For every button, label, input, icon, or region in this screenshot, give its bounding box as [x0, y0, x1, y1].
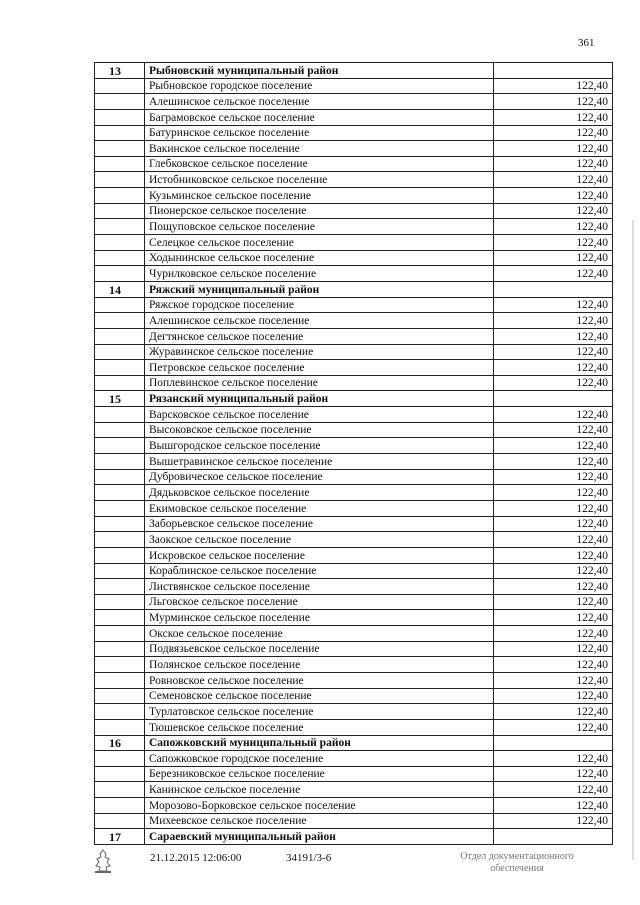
row-number-cell — [95, 719, 145, 735]
district-name-cell: Рязанский муниципальный район — [145, 391, 494, 407]
row-number-cell — [95, 672, 145, 688]
value-cell: 122,40 — [494, 798, 613, 814]
settlement-row — [95, 798, 613, 814]
value-cell: 122,40 — [494, 813, 613, 829]
value-cell — [494, 735, 613, 751]
row-number-cell — [95, 454, 145, 470]
row-number-cell — [95, 547, 145, 563]
row-number-cell — [95, 657, 145, 673]
value-cell: 122,40 — [494, 203, 613, 219]
row-number-cell — [95, 579, 145, 595]
settlement-row — [95, 188, 613, 204]
value-cell: 122,40 — [494, 719, 613, 735]
value-cell: 122,40 — [494, 360, 613, 376]
settlement-row — [95, 141, 613, 157]
scan-edge-mark — [632, 220, 634, 860]
district-name-cell: Рыбновский муниципальный район — [145, 63, 494, 79]
row-number-cell — [95, 563, 145, 579]
row-number-cell — [95, 516, 145, 532]
settlement-name-cell: Заборьевское сельское поселение — [145, 516, 494, 532]
settlement-name-cell: Петровское сельское поселение — [145, 360, 494, 376]
settlement-name-cell: Чурилковское сельское поселение — [145, 266, 494, 282]
value-cell: 122,40 — [494, 313, 613, 329]
row-number-cell — [95, 156, 145, 172]
value-cell: 122,40 — [494, 469, 613, 485]
row-number-cell — [95, 610, 145, 626]
value-cell: 122,40 — [494, 219, 613, 235]
settlement-name-cell: Пионерское сельское поселение — [145, 203, 494, 219]
settlement-row — [95, 266, 613, 282]
row-number-cell — [95, 500, 145, 516]
row-number-cell: 14 — [95, 281, 145, 297]
settlement-row — [95, 219, 613, 235]
value-cell — [494, 829, 613, 845]
value-cell: 122,40 — [494, 78, 613, 94]
row-number-cell — [95, 626, 145, 642]
settlement-row — [95, 297, 613, 313]
settlement-row — [95, 610, 613, 626]
settlement-name-cell: Ровновское сельское поселение — [145, 672, 494, 688]
row-number-cell: 16 — [95, 735, 145, 751]
settlement-row — [95, 563, 613, 579]
row-number-cell — [95, 813, 145, 829]
row-number-cell — [95, 375, 145, 391]
value-cell: 122,40 — [494, 141, 613, 157]
settlement-row — [95, 78, 613, 94]
settlement-row — [95, 485, 613, 501]
settlement-row — [95, 375, 613, 391]
row-number-cell — [95, 704, 145, 720]
district-row — [95, 829, 613, 845]
value-cell: 122,40 — [494, 657, 613, 673]
settlement-row — [95, 641, 613, 657]
value-cell: 122,40 — [494, 438, 613, 454]
settlement-row — [95, 688, 613, 704]
district-row — [95, 391, 613, 407]
row-number-cell: 13 — [95, 63, 145, 79]
row-number-cell — [95, 94, 145, 110]
settlement-row — [95, 719, 613, 735]
settlement-name-cell: Рыбновское городское поселение — [145, 78, 494, 94]
value-cell: 122,40 — [494, 547, 613, 563]
settlement-name-cell: Высоковское сельское поселение — [145, 422, 494, 438]
settlement-name-cell: Поплевинское сельское поселение — [145, 375, 494, 391]
settlement-name-cell: Баграмовское сельское поселение — [145, 109, 494, 125]
settlement-row — [95, 235, 613, 251]
value-cell: 122,40 — [494, 109, 613, 125]
value-cell: 122,40 — [494, 328, 613, 344]
row-number-cell — [95, 235, 145, 251]
settlement-row — [95, 469, 613, 485]
row-number-cell — [95, 219, 145, 235]
settlement-row — [95, 407, 613, 423]
district-row — [95, 735, 613, 751]
settlement-row — [95, 766, 613, 782]
municipality-table — [94, 62, 613, 845]
settlement-row — [95, 360, 613, 376]
settlement-row — [95, 156, 613, 172]
settlement-name-cell: Льговское сельское поселение — [145, 594, 494, 610]
value-cell: 122,40 — [494, 516, 613, 532]
settlement-name-cell: Кораблинское сельское поселение — [145, 563, 494, 579]
value-cell: 122,40 — [494, 156, 613, 172]
row-number-cell — [95, 798, 145, 814]
value-cell: 122,40 — [494, 297, 613, 313]
settlement-name-cell: Ходынинское сельское поселение — [145, 250, 494, 266]
settlement-name-cell: Полянское сельское поселение — [145, 657, 494, 673]
row-number-cell — [95, 125, 145, 141]
row-number-cell — [95, 438, 145, 454]
row-number-cell — [95, 766, 145, 782]
row-number-cell — [95, 594, 145, 610]
value-cell: 122,40 — [494, 422, 613, 438]
settlement-row — [95, 313, 613, 329]
settlement-row — [95, 109, 613, 125]
row-number-cell — [95, 172, 145, 188]
row-number-cell — [95, 422, 145, 438]
value-cell: 122,40 — [494, 782, 613, 798]
settlement-name-cell: Алешинское сельское поселение — [145, 313, 494, 329]
value-cell: 122,40 — [494, 188, 613, 204]
settlement-name-cell: Пощуповское сельское поселение — [145, 219, 494, 235]
row-number-cell — [95, 313, 145, 329]
value-cell: 122,40 — [494, 641, 613, 657]
row-number-cell — [95, 250, 145, 266]
settlement-name-cell: Турлатовское сельское поселение — [145, 704, 494, 720]
value-cell: 122,40 — [494, 500, 613, 516]
value-cell: 122,40 — [494, 485, 613, 501]
value-cell: 122,40 — [494, 235, 613, 251]
settlement-row — [95, 704, 613, 720]
value-cell: 122,40 — [494, 688, 613, 704]
value-cell: 122,40 — [494, 626, 613, 642]
value-cell: 122,40 — [494, 94, 613, 110]
settlement-row — [95, 422, 613, 438]
value-cell: 122,40 — [494, 454, 613, 470]
footer — [0, 852, 640, 892]
row-number-cell — [95, 360, 145, 376]
row-number-cell — [95, 297, 145, 313]
row-number-cell — [95, 485, 145, 501]
district-name-cell: Сапожковский муниципальный район — [145, 735, 494, 751]
value-cell: 122,40 — [494, 672, 613, 688]
settlement-row — [95, 344, 613, 360]
settlement-row — [95, 532, 613, 548]
value-cell: 122,40 — [494, 266, 613, 282]
value-cell: 122,40 — [494, 766, 613, 782]
row-number-cell — [95, 203, 145, 219]
settlement-row — [95, 500, 613, 516]
settlement-name-cell: Листвянское сельское поселение — [145, 579, 494, 595]
settlement-row — [95, 657, 613, 673]
settlement-name-cell: Истобниковское сельское поселение — [145, 172, 494, 188]
settlement-name-cell: Михеевское сельское поселение — [145, 813, 494, 829]
settlement-row — [95, 516, 613, 532]
row-number-cell: 17 — [95, 829, 145, 845]
stamp-line-2: обеспечения — [490, 863, 544, 874]
district-row — [95, 281, 613, 297]
district-name-cell: Сараевский муниципальный район — [145, 829, 494, 845]
row-number-cell: 15 — [95, 391, 145, 407]
value-cell: 122,40 — [494, 579, 613, 595]
settlement-name-cell: Березниковское сельское поселение — [145, 766, 494, 782]
row-number-cell — [95, 782, 145, 798]
row-number-cell — [95, 266, 145, 282]
settlement-name-cell: Батуринское сельское поселение — [145, 125, 494, 141]
settlement-name-cell: Канинское сельское поселение — [145, 782, 494, 798]
row-number-cell — [95, 469, 145, 485]
row-number-cell — [95, 751, 145, 767]
settlement-name-cell: Морозово-Борковское сельское поселение — [145, 798, 494, 814]
settlement-name-cell: Журавинское сельское поселение — [145, 344, 494, 360]
settlement-name-cell: Сапожковское городское поселение — [145, 751, 494, 767]
stamp-line-1: Отдел документационного — [460, 851, 574, 862]
settlement-name-cell: Варсковское сельское поселение — [145, 407, 494, 423]
settlement-name-cell: Дубровическое сельское поселение — [145, 469, 494, 485]
settlement-row — [95, 125, 613, 141]
settlement-name-cell: Дегтянское сельское поселение — [145, 328, 494, 344]
row-number-cell — [95, 188, 145, 204]
settlement-name-cell: Заокское сельское поселение — [145, 532, 494, 548]
value-cell: 122,40 — [494, 563, 613, 579]
settlement-name-cell: Семеновское сельское поселение — [145, 688, 494, 704]
value-cell: 122,40 — [494, 125, 613, 141]
value-cell: 122,40 — [494, 751, 613, 767]
settlement-name-cell: Подвязьевское сельское поселение — [145, 641, 494, 657]
page-number: 361 — [578, 37, 595, 49]
settlement-row — [95, 672, 613, 688]
value-cell: 122,40 — [494, 407, 613, 423]
value-cell: 122,40 — [494, 610, 613, 626]
settlement-name-cell: Екимовское сельское поселение — [145, 500, 494, 516]
settlement-row — [95, 782, 613, 798]
settlement-row — [95, 328, 613, 344]
settlement-name-cell: Окское сельское поселение — [145, 626, 494, 642]
settlement-name-cell: Тюшевское сельское поселение — [145, 719, 494, 735]
footer-document-code: 34191/3-6 — [286, 852, 332, 864]
row-number-cell — [95, 328, 145, 344]
settlement-name-cell: Вышгородское сельское поселение — [145, 438, 494, 454]
row-number-cell — [95, 78, 145, 94]
settlement-row — [95, 172, 613, 188]
settlement-row — [95, 94, 613, 110]
row-number-cell — [95, 344, 145, 360]
settlement-name-cell: Мурминское сельское поселение — [145, 610, 494, 626]
row-number-cell — [95, 407, 145, 423]
value-cell — [494, 391, 613, 407]
value-cell: 122,40 — [494, 704, 613, 720]
district-name-cell: Ряжский муниципальный район — [145, 281, 494, 297]
settlement-name-cell: Ряжское городское поселение — [145, 297, 494, 313]
settlement-row — [95, 203, 613, 219]
value-cell — [494, 63, 613, 79]
row-number-cell — [95, 532, 145, 548]
settlement-name-cell: Вакинское сельское поселение — [145, 141, 494, 157]
value-cell: 122,40 — [494, 172, 613, 188]
row-number-cell — [95, 688, 145, 704]
settlement-name-cell: Кузьминское сельское поселение — [145, 188, 494, 204]
settlement-row — [95, 454, 613, 470]
settlement-name-cell: Искровское сельское поселение — [145, 547, 494, 563]
settlement-row — [95, 626, 613, 642]
row-number-cell — [95, 141, 145, 157]
value-cell — [494, 281, 613, 297]
settlement-row — [95, 579, 613, 595]
settlement-name-cell: Вышетравинское сельское поселение — [145, 454, 494, 470]
row-number-cell — [95, 109, 145, 125]
settlement-row — [95, 751, 613, 767]
settlement-name-cell: Дядьковское сельское поселение — [145, 485, 494, 501]
settlement-name-cell: Селецкое сельское поселение — [145, 235, 494, 251]
settlement-row — [95, 547, 613, 563]
settlement-row — [95, 813, 613, 829]
value-cell: 122,40 — [494, 375, 613, 391]
footer-date: 21.12.2015 12:06:00 — [150, 852, 242, 864]
settlement-name-cell: Глебковское сельское поселение — [145, 156, 494, 172]
value-cell: 122,40 — [494, 250, 613, 266]
row-number-cell — [95, 641, 145, 657]
value-cell: 122,40 — [494, 594, 613, 610]
district-row — [95, 63, 613, 79]
settlement-name-cell: Алешинское сельское поселение — [145, 94, 494, 110]
settlement-row — [95, 250, 613, 266]
settlement-row — [95, 438, 613, 454]
settlement-row — [95, 594, 613, 610]
value-cell: 122,40 — [494, 532, 613, 548]
department-stamp — [447, 851, 587, 875]
value-cell: 122,40 — [494, 344, 613, 360]
